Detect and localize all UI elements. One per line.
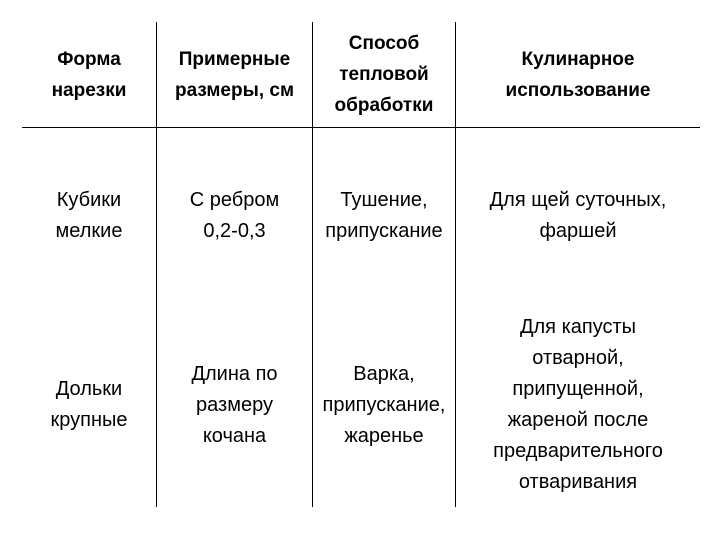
table-cell: Для капусты отварной, припущенной, жареной после предварительного отваривания: [493, 316, 663, 493]
header-cooking-method: Способ тепловой обработки: [334, 33, 434, 116]
header-culinary-use: Кулинарное использование: [505, 48, 651, 101]
table-cell: Дольки крупные: [50, 378, 128, 431]
table-cell: Длина по размеру кочана: [191, 362, 278, 447]
table-cell: Для щей суточных, фаршей: [489, 188, 667, 242]
header-approx-size: Примерные размеры, см: [174, 48, 294, 101]
table-cell: С ребром 0,2-0,3: [189, 188, 280, 242]
header-cut-shape: Форма нарезки: [51, 48, 127, 101]
table-cell: Кубики мелкие: [55, 188, 123, 242]
table-cell: Варка, припускание, жаренье: [322, 362, 446, 447]
table-cell: Тушение, припускание: [325, 188, 443, 242]
